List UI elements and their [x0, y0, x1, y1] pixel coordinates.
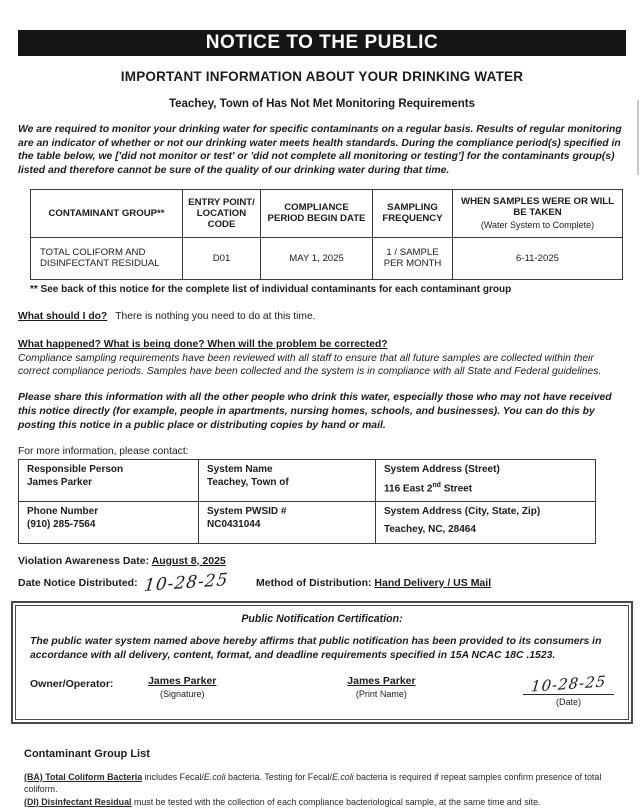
col-header-when-samples-note: (Water System to Complete) — [480, 220, 595, 231]
signature-name: James Parker — [148, 674, 217, 687]
col-header-when-samples — [453, 189, 623, 237]
system-name-cell — [199, 459, 376, 501]
date-distributed-line — [18, 569, 626, 596]
certification-date-handwritten: 10-28-25 — [529, 672, 608, 696]
signature-caption: (Signature) — [159, 688, 205, 699]
responsible-person-cell — [19, 459, 199, 501]
phone-number-cell — [19, 501, 199, 543]
monitoring-requirements-table — [30, 189, 623, 280]
contact-info-table — [18, 459, 596, 544]
what-happened-body: Compliance sampling requirements have been reviewed with all staff to ensure that all future samples are collected within their correct compliance periods. Samples have been collected and the system is in compliance with all State and Federal guidelines. — [18, 352, 602, 378]
system-address-city-cell — [376, 501, 596, 543]
system-pwsid-value: NC0431044 — [207, 518, 261, 530]
certification-box-inner — [15, 605, 629, 720]
signature-column — [133, 675, 232, 699]
print-name-caption: (Print Name) — [355, 688, 407, 699]
share-paragraph: Please share this information with all the other people who drink this water, especially those who may not have received this notice directly (for example, people in apartments, nursing homes, schools, and businesses). You can do this by posting this notice in a public place or distributing copies by hand or mail. — [18, 392, 612, 431]
responsible-person-label: Responsible Person — [27, 463, 124, 475]
col-header-compliance-period: COMPLIANCE PERIOD BEGIN DATE — [261, 189, 373, 237]
document-title: IMPORTANT INFORMATION ABOUT YOUR DRINKING WATER — [120, 69, 524, 84]
violation-awareness-label: Violation Awareness Date: — [18, 554, 150, 567]
section-what-should-i-do — [18, 310, 626, 323]
system-pwsid-label: System PWSID # — [207, 505, 287, 517]
cell-sampling-frequency: 1 / SAMPLE PER MONTH — [373, 237, 453, 279]
notice-banner — [18, 30, 626, 56]
phone-number-label: Phone Number — [27, 505, 99, 517]
violation-awareness-value: August 8, 2025 — [151, 554, 226, 567]
contaminant-group-list-heading: Contaminant Group List — [24, 747, 150, 760]
cell-contaminant-group: TOTAL COLIFORM AND DISINFECTANT RESIDUAL — [31, 237, 183, 279]
group-item-ba-term: (BA) Total Coliform Bacteria — [24, 771, 143, 782]
certification-signature-row — [30, 672, 614, 707]
monitoring-table-data-row — [31, 237, 623, 279]
what-happened-heading: What happened? What is being done? When will the problem be corrected? — [18, 339, 388, 351]
group-item-ba-text-2: bacteria. Testing for Fecal/ — [225, 771, 332, 782]
table-footnote: ** See back of this notice for the complete list of individual contaminants for each contaminant group — [30, 283, 512, 295]
col-header-when-samples-text: WHEN SAMPLES WERE OR WILL BE TAKEN — [461, 196, 614, 219]
owner-operator-label: Owner/Operator: — [30, 677, 114, 690]
group-item-ba-ecoli-2: E.coli — [331, 771, 354, 782]
contaminant-group-list — [18, 748, 626, 808]
group-item-ba — [24, 771, 626, 796]
date-column — [523, 672, 614, 707]
system-name-label: System Name — [207, 463, 273, 475]
street-name: Street — [440, 482, 473, 494]
print-name-column — [332, 675, 431, 699]
contaminant-group-items — [24, 771, 626, 808]
responsible-person-value: James Parker — [27, 476, 93, 488]
system-address-street-cell — [376, 459, 596, 501]
date-caption: (Date) — [556, 696, 582, 707]
group-item-di-text: must be tested with the collection of each compliance bacteriological sample, at the same time and site. — [131, 796, 541, 807]
system-address-street-label: System Address (Street) — [384, 463, 500, 475]
group-item-ba-text-3: bacteria is required if repeat samples confirm presence of total coliform. — [24, 771, 602, 795]
phone-number-value: (910) 285-7564 — [27, 518, 96, 530]
certification-title: Public Notification Certification: — [241, 612, 403, 625]
certification-box — [11, 601, 633, 724]
violation-awareness-line — [18, 555, 626, 567]
group-item-di — [24, 796, 626, 808]
document-subtitle: Teachey, Town of Has Not Met Monitoring Requirements — [168, 98, 476, 110]
system-pwsid-cell — [199, 501, 376, 543]
date-distributed-label: Date Notice Distributed: — [18, 576, 138, 589]
intro-paragraph: We are required to monitor your drinking water for specific contaminants on a regular basis. Results of regular monitoring are an indicator of whether or not our drinking water meets health standards. During the compliance period(s) specified in the table below, we ['did not monitor or test' or 'did not complete all monitoring or testing'] for the contaminants group(s) listed and therefore cannot be sure of the quality of our drinking water during that time. — [18, 124, 622, 177]
system-address-city-label: System Address (City, State, Zip) — [384, 505, 541, 517]
group-item-ba-ecoli-1: E.coli — [203, 771, 226, 782]
cell-compliance-period: MAY 1, 2025 — [261, 237, 373, 279]
banner-title: NOTICE TO THE PUBLIC — [205, 32, 439, 53]
what-should-heading: What should I do? — [18, 310, 108, 322]
contact-row-1 — [19, 459, 596, 501]
date-signature-line — [523, 672, 614, 696]
contact-intro: For more information, please contact: — [18, 445, 189, 457]
group-item-ba-text-1: includes Fecal/ — [142, 771, 204, 782]
col-header-sampling-frequency: SAMPLING FREQUENCY — [373, 189, 453, 237]
monitoring-table-header-row — [31, 189, 623, 237]
cell-when-samples: 6-11-2025 — [453, 237, 623, 279]
street-number: 116 East 2 — [384, 482, 433, 494]
col-header-entry-point: ENTRY POINT/ LOCATION CODE — [183, 189, 261, 237]
system-address-street-value — [384, 482, 587, 494]
certification-body: The public water system named above hereby affirms that public notification has been provided to its consumers in accordance with all delivery, content, format, and deadline requirements specified in 15A NCAC 18C .1523. — [30, 635, 602, 661]
group-item-di-term: (DI) Disinfectant Residual — [24, 796, 132, 807]
cell-entry-point: D01 — [183, 237, 261, 279]
method-of-distribution-value: Hand Delivery / US Mail — [374, 576, 492, 589]
system-address-city-value: Teachey, NC, 28464 — [384, 523, 476, 535]
street-ordinal-suffix: nd — [432, 481, 441, 489]
date-distributed-handwritten-value: 10-28-25 — [142, 569, 229, 596]
section-what-happened — [18, 338, 626, 378]
scan-artifact-line — [637, 100, 639, 175]
method-of-distribution-label: Method of Distribution: — [256, 576, 372, 589]
contact-row-2 — [19, 501, 596, 543]
col-header-contaminant-group: CONTAMINANT GROUP** — [31, 189, 183, 237]
what-should-body: There is nothing you need to do at this time. — [115, 310, 316, 322]
system-name-value: Teachey, Town of — [207, 476, 289, 488]
print-name-value: James Parker — [347, 674, 416, 687]
